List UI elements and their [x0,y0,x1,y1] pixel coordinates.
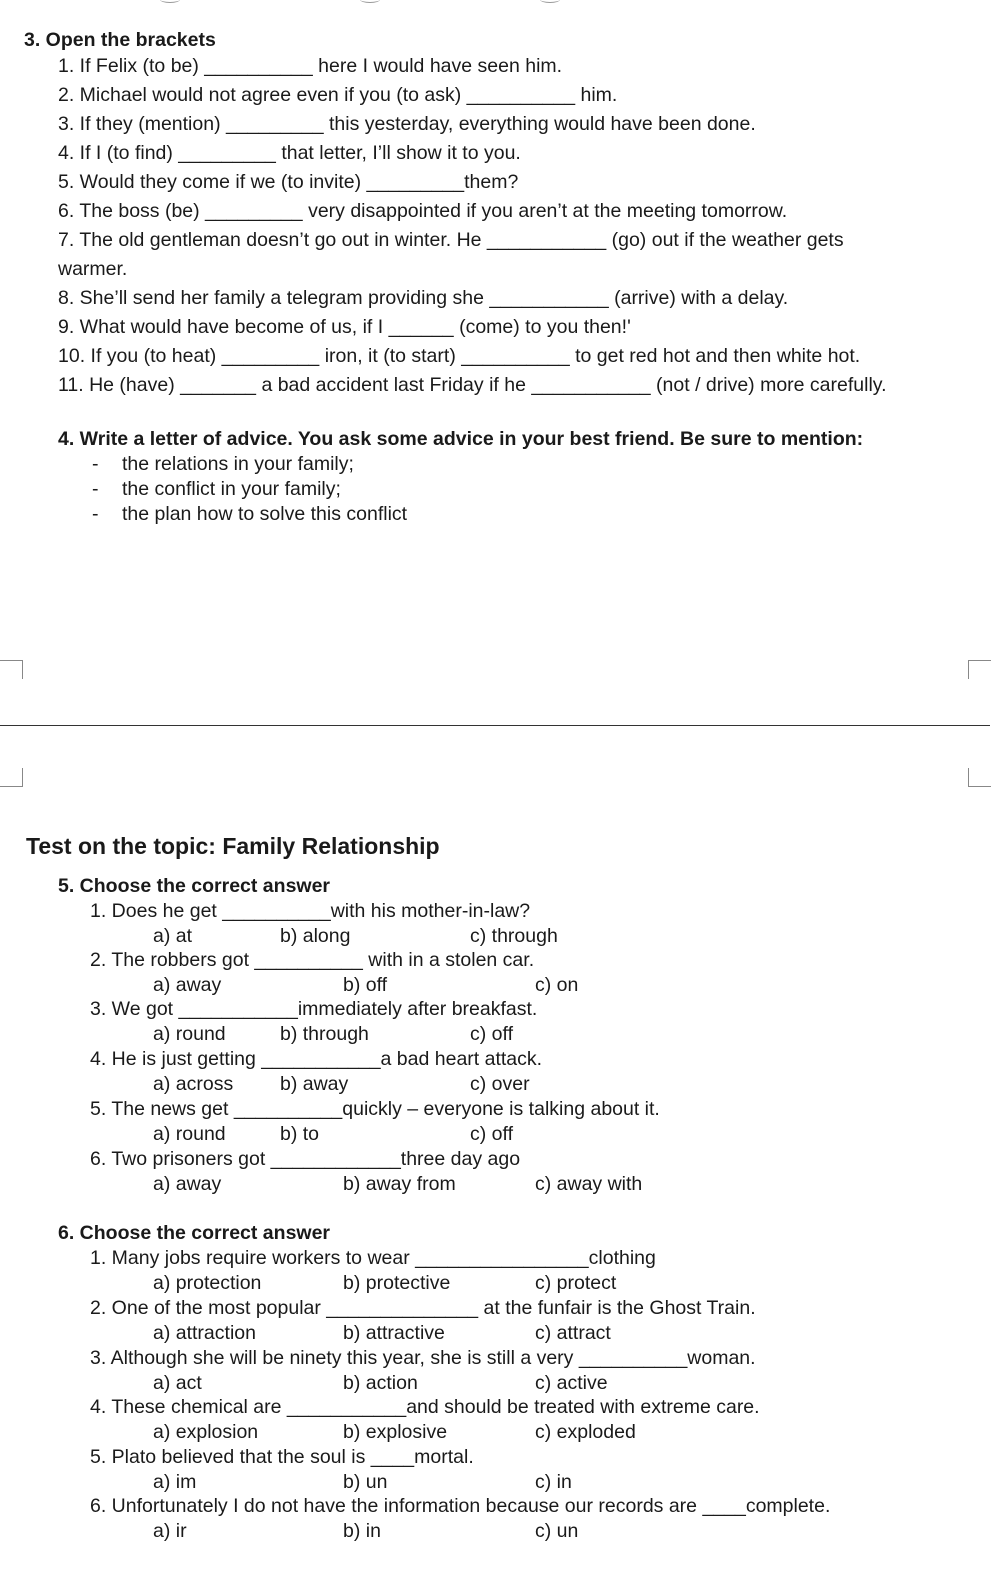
section-6-heading: 6. Choose the correct answer [58,1222,331,1244]
option-b: b) to [280,1123,320,1145]
sec4-bullet: the relations in your family; [122,453,354,475]
sec3-item: warmer. [58,258,128,280]
option-b: b) through [280,1023,369,1045]
section-3-heading: 3. Open the brackets [24,29,216,51]
sec5-question: 4. He is just getting ___________a bad heart attack. [90,1048,543,1070]
sec5-question: 1. Does he get __________with his mother-in-law? [90,900,531,922]
option-c: c) exploded [535,1421,636,1443]
option-b: b) protective [343,1272,451,1294]
option-c: c) active [535,1372,608,1394]
option-c: c) over [470,1073,530,1095]
sec6-question: 2. One of the most popular ______________ at the funfair is the Ghost Train. [90,1297,756,1319]
option-a: a) at [153,925,193,947]
sec3-item: 8. She’ll send her family a telegram providing she ___________ (arrive) with a delay. [58,287,789,309]
sec6-question: 1. Many jobs require workers to wear ________________clothing [90,1247,656,1269]
sec3-item: 6. The boss (be) _________ very disappointed if you aren’t at the meeting tomorrow. [58,200,788,222]
test-title: Test on the topic: Family Relationship [26,833,440,859]
crop-mark [0,660,23,679]
option-a: a) away [153,974,222,996]
section-4-heading: 4. Write a letter of advice. You ask some advice in your best friend. Be sure to mention: [58,428,864,450]
option-c: c) away with [535,1173,643,1195]
crop-mark [0,768,23,787]
option-b: b) attractive [343,1322,445,1344]
sec3-item: 2. Michael would not agree even if you (to ask) __________ him. [58,84,618,106]
option-b: b) off [343,974,388,996]
option-b: b) explosive [343,1421,448,1443]
sec3-item: 9. What would have become of us, if I ______ (come) to you then!' [58,316,631,338]
sec3-item: 3. If they (mention) _________ this yesterday, everything would have been done. [58,113,756,135]
option-b: b) away [280,1073,349,1095]
option-b: b) in [343,1520,381,1542]
sec3-item: 5. Would they come if we (to invite) _________them? [58,171,519,193]
top-edge-mark [160,0,180,3]
sec4-bullet: the conflict in your family; [122,478,341,500]
option-c: c) un [535,1520,579,1542]
sec5-question: 6. Two prisoners got ____________three day ago [90,1148,521,1170]
option-a: a) im [153,1471,197,1493]
sec3-item: 11. He (have) _______ a bad accident last Friday if he ___________ (not / drive) more carefully. [58,374,887,396]
option-a: a) act [153,1372,202,1394]
sec5-question: 2. The robbers got __________ with in a stolen car. [90,949,535,971]
option-a: a) across [153,1073,234,1095]
top-edge-mark [360,0,380,3]
option-a: a) explosion [153,1421,259,1443]
section-5-heading: 5. Choose the correct answer [58,875,331,897]
option-a: a) round [153,1023,226,1045]
page-divider [0,725,990,726]
sec6-question: 4. These chemical are ___________and should be treated with extreme care. [90,1396,760,1418]
bullet-dash: - [92,478,99,500]
option-b: b) away from [343,1173,456,1195]
option-a: a) attraction [153,1322,256,1344]
option-a: a) ir [153,1520,187,1542]
option-b: b) un [343,1471,388,1493]
option-c: c) in [535,1471,572,1493]
option-c: c) through [470,925,558,947]
top-edge-mark [540,0,560,3]
option-c: c) protect [535,1272,617,1294]
bullet-dash: - [92,453,99,475]
option-a: a) round [153,1123,226,1145]
bullet-dash: - [92,503,99,525]
sec6-question: 6. Unfortunately I do not have the information because our records are ____complete. [90,1495,831,1517]
sec6-question: 5. Plato believed that the soul is ____mortal. [90,1446,474,1468]
sec3-item: 1. If Felix (to be) __________ here I would have seen him. [58,55,563,77]
option-a: a) away [153,1173,222,1195]
sec3-item: 10. If you (to heat) _________ iron, it (to start) __________ to get red hot and then white hot. [58,345,861,367]
sec5-question: 5. The news get __________quickly – everyone is talking about it. [90,1098,660,1120]
crop-mark [968,768,991,787]
sec3-item: 7. The old gentleman doesn’t go out in winter. He ___________ (go) out if the weather gets [58,229,844,251]
option-c: c) attract [535,1322,611,1344]
sec5-question: 3. We got ___________immediately after breakfast. [90,998,538,1020]
sec6-question: 3. Although she will be ninety this year, she is still a very __________woman. [90,1347,756,1369]
sec3-item: 4. If I (to find) _________ that letter, I’ll show it to you. [58,142,521,164]
crop-mark [968,660,991,679]
option-a: a) protection [153,1272,262,1294]
option-c: c) off [470,1123,513,1145]
option-b: b) action [343,1372,418,1394]
option-c: c) on [535,974,579,996]
sec4-bullet: the plan how to solve this conflict [122,503,408,525]
option-c: c) off [470,1023,513,1045]
option-b: b) along [280,925,351,947]
